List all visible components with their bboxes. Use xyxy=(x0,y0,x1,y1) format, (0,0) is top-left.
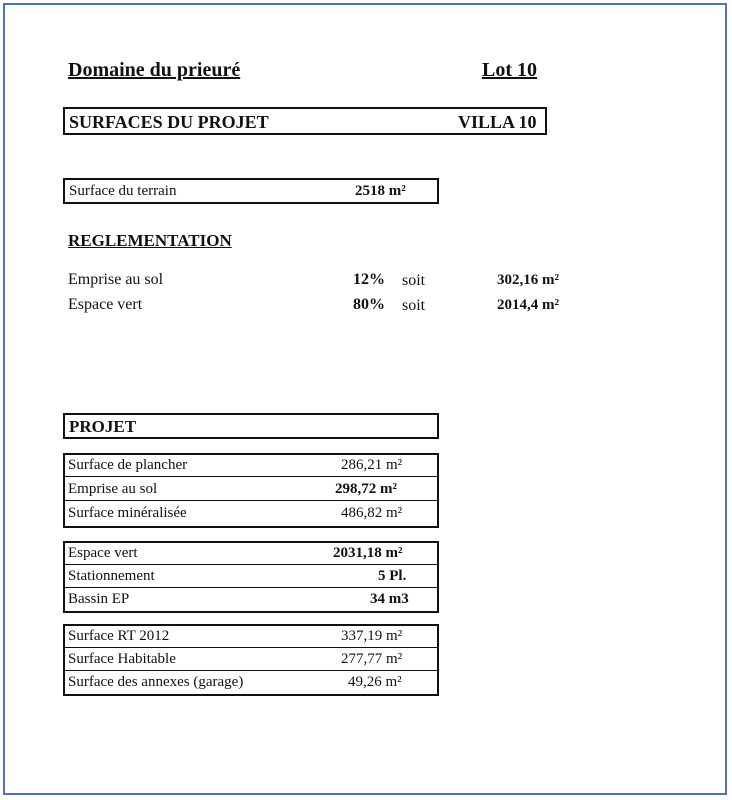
terrain-label: Surface du terrain xyxy=(69,183,177,199)
table-row xyxy=(65,649,437,671)
row-label: Surface de plancher xyxy=(68,457,188,473)
table-row xyxy=(65,455,437,477)
projet-title-box xyxy=(63,413,439,439)
banner-villa: VILLA 10 xyxy=(458,112,537,132)
table-row xyxy=(65,566,437,588)
row-label: Stationnement xyxy=(68,568,155,584)
projet-group-habitable xyxy=(63,624,439,696)
projet-group-surfaces xyxy=(63,453,439,528)
regl-espace-percent: 80% xyxy=(353,296,385,313)
project-title: Domaine du prieuré xyxy=(68,59,241,81)
row-value: 298,72 m² xyxy=(335,481,397,497)
row-label: Bassin EP xyxy=(68,591,130,607)
projet-title: PROJET xyxy=(69,417,137,436)
banner-title: SURFACES DU PROJET xyxy=(69,112,269,132)
row-value: 49,26 m² xyxy=(348,674,402,690)
row-value: 5 Pl. xyxy=(378,568,407,584)
regl-espace-soit: soit xyxy=(402,297,426,314)
table-row xyxy=(65,589,437,611)
reglementation-title: REGLEMENTATION xyxy=(68,231,232,250)
regl-emprise-percent: 12% xyxy=(353,271,385,288)
row-value: 277,77 m² xyxy=(341,651,403,667)
row-label: Espace vert xyxy=(68,545,138,561)
row-label: Emprise au sol xyxy=(68,481,158,497)
terrain-box xyxy=(63,178,439,204)
row-value: 337,19 m² xyxy=(341,628,403,644)
row-label: Surface des annexes (garage) xyxy=(68,674,244,690)
row-value: 286,21 m² xyxy=(341,457,403,473)
regl-emprise-soit: soit xyxy=(402,272,426,289)
table-row xyxy=(65,626,437,648)
surfaces-banner xyxy=(63,107,547,135)
row-label: Surface Habitable xyxy=(68,651,176,667)
table-row xyxy=(65,543,437,565)
row-value: 2031,18 m² xyxy=(333,545,403,561)
row-value: 34 m3 xyxy=(370,591,409,607)
table-row xyxy=(65,672,437,694)
row-value: 486,82 m² xyxy=(341,505,403,521)
terrain-value: 2518 m² xyxy=(355,183,406,199)
lot-number: Lot 10 xyxy=(482,59,537,81)
row-label: Surface RT 2012 xyxy=(68,628,170,644)
regl-espace-value: 2014,4 m² xyxy=(497,297,559,313)
regl-espace-label: Espace vert xyxy=(68,296,143,313)
regl-emprise-label: Emprise au sol xyxy=(68,271,164,288)
row-label: Surface minéralisée xyxy=(68,505,187,521)
projet-group-exterieur xyxy=(63,541,439,613)
table-row xyxy=(65,479,437,501)
regl-emprise-value: 302,16 m² xyxy=(497,272,559,288)
table-row xyxy=(65,503,437,525)
